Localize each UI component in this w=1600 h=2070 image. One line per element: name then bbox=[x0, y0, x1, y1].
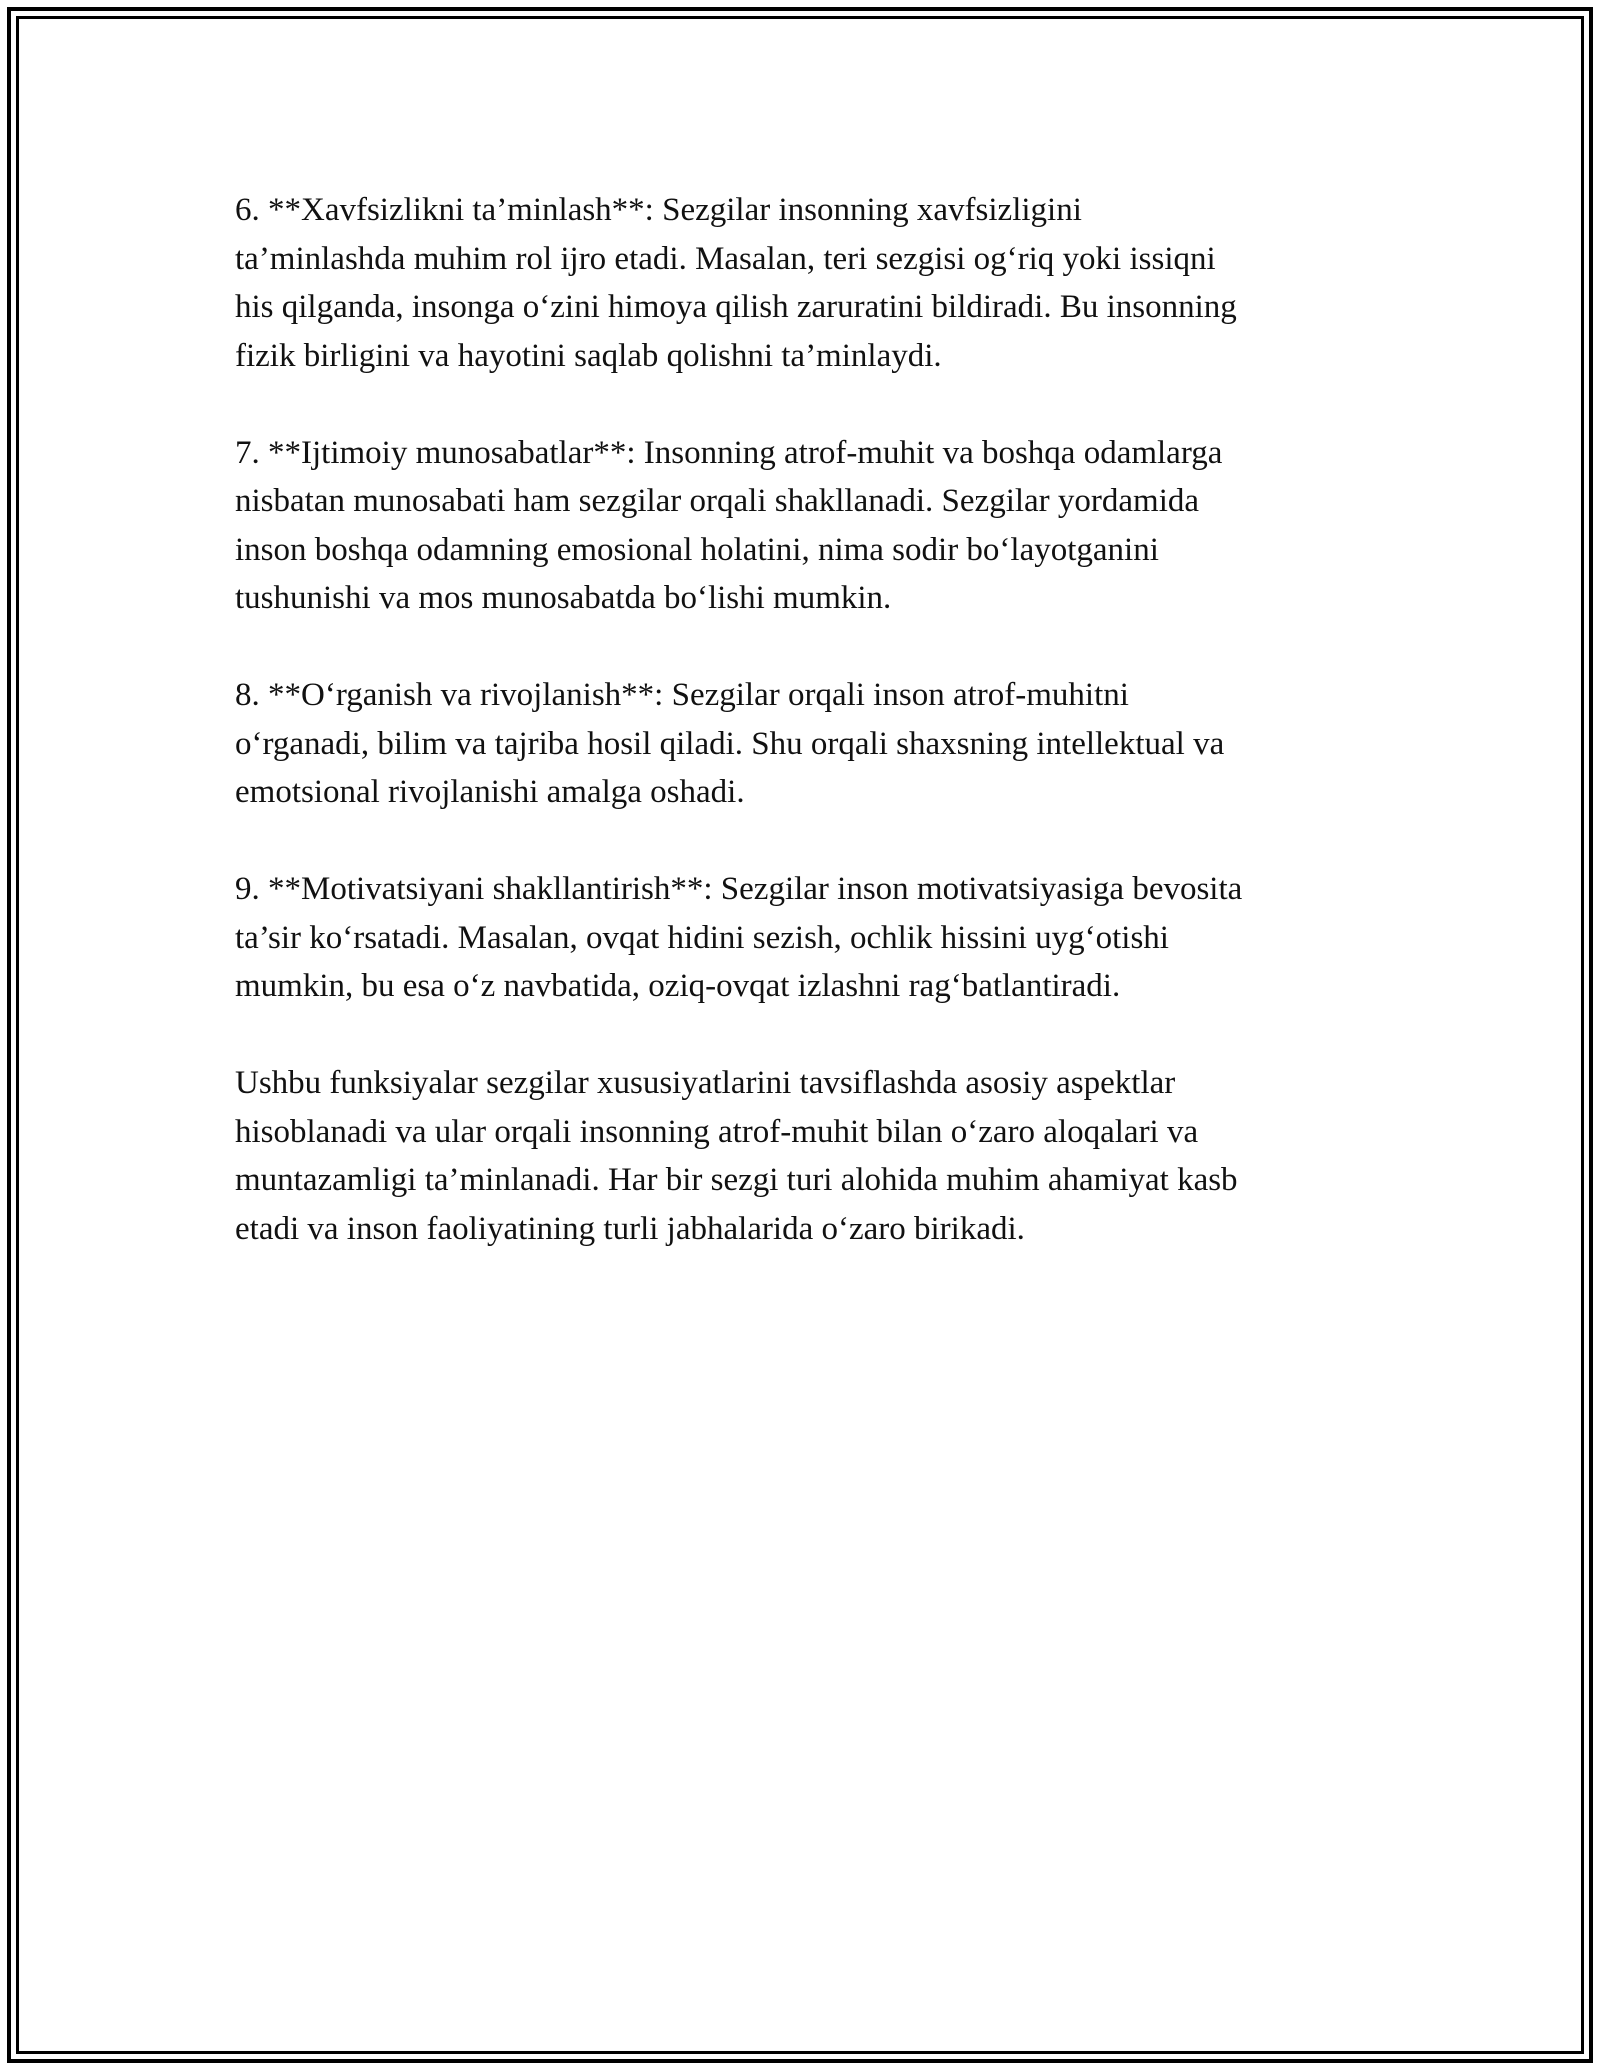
text-line: etadi va inson faoliyatining turli jabhalarida o‘zaro birikadi. bbox=[235, 1210, 1025, 1247]
paragraph-8-learning bbox=[235, 671, 1375, 817]
text-line: 8. **O‘rganish va rivojlanish**: Sezgilar orqali inson atrof-muhitni bbox=[235, 677, 1129, 713]
text-line: 9. **Motivatsiyani shakllantirish**: Sezgilar inson motivatsiyasiga bevosita bbox=[235, 871, 1243, 907]
text-line: inson boshqa odamning emosional holatini, nima sodir bo‘layotganini bbox=[235, 531, 1159, 568]
text-line: his qilganda, insonga o‘zini himoya qilish zaruratini bildiradi. Bu insonning bbox=[235, 289, 1237, 325]
text-line: tushunishi va mos munosabatda bo‘lishi mumkin. bbox=[235, 580, 892, 616]
text-line: nisbatan munosabati ham sezgilar orqali shakllanadi. Sezgilar yordamida bbox=[235, 483, 1200, 519]
text-line: 7. **Ijtimoiy munosabatlar**: Insonning atrof-muhit va boshqa odamlarga bbox=[235, 434, 1223, 471]
paragraph-6-safety bbox=[235, 186, 1375, 380]
paragraph-9-motivation bbox=[235, 865, 1375, 1011]
text-line: o‘rganadi, bilim va tajriba hosil qiladi. Shu orqali shaxsning intellektual va bbox=[235, 725, 1225, 762]
text-line: ta’minlashda muhim rol ijro etadi. Masalan, teri sezgisi og‘riq yoki issiqni bbox=[235, 240, 1216, 277]
document-body bbox=[235, 186, 1375, 1302]
paragraph-7-social-relations bbox=[235, 429, 1375, 623]
text-line: hisoblanadi va ular orqali insonning atrof-muhit bilan o‘zaro aloqalari va bbox=[235, 1113, 1199, 1150]
text-line: Ushbu funksiyalar sezgilar xususiyatlarini tavsiflashda asosiy aspektlar bbox=[235, 1065, 1176, 1101]
text-line: muntazamligi ta’minlanadi. Har bir sezgi turi alohida muhim ahamiyat kasb bbox=[235, 1162, 1238, 1198]
text-line: emotsional rivojlanishi amalga oshadi. bbox=[235, 774, 745, 810]
text-line: 6. **Xavfsizlikni ta’minlash**: Sezgilar insonning xavfsizligini bbox=[235, 192, 1082, 228]
text-line: mumkin, bu esa o‘z navbatida, oziq-ovqat izlashni rag‘batlantiradi. bbox=[235, 968, 1121, 1004]
text-line: fizik birligini va hayotini saqlab qolishni ta’minlaydi. bbox=[235, 337, 942, 374]
paragraph-conclusion bbox=[235, 1059, 1375, 1253]
text-line: ta’sir ko‘rsatadi. Masalan, ovqat hidini sezish, ochlik hissini uyg‘otishi bbox=[235, 919, 1169, 956]
